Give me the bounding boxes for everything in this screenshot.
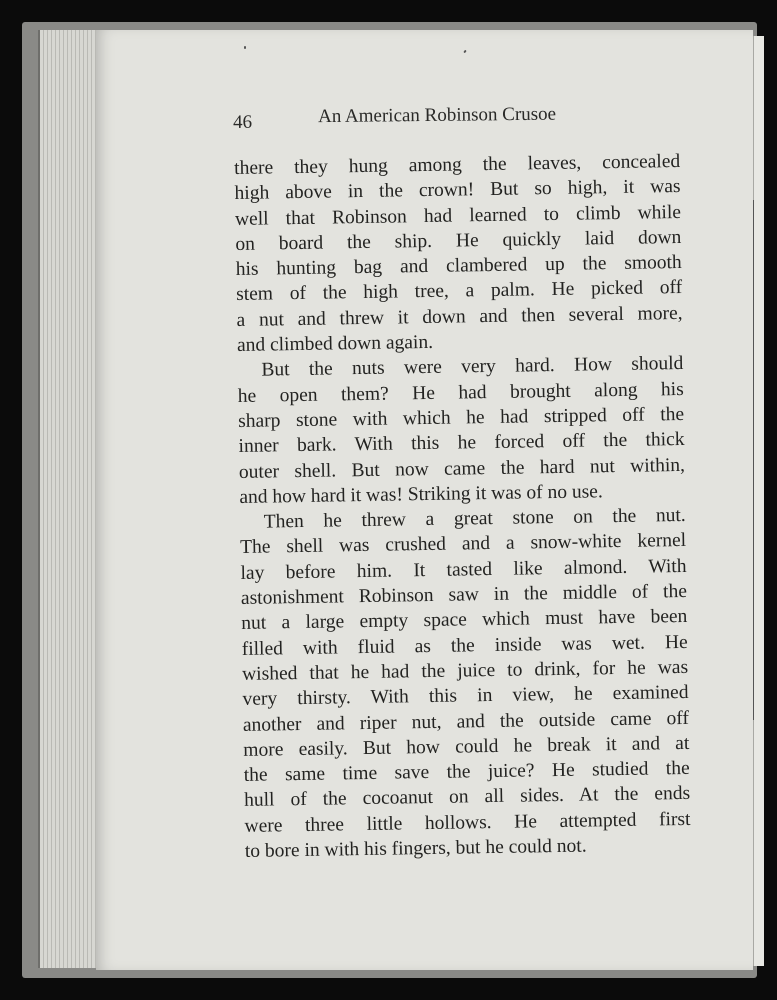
text-line: the same time save the juice? He studied the bbox=[243, 758, 690, 787]
page-number: 46 bbox=[233, 111, 253, 133]
text-line: lay before him. It tasted like almond. With bbox=[240, 555, 687, 584]
text-line: stem of the high tree, a palm. He picked off bbox=[236, 277, 683, 306]
running-head bbox=[233, 103, 653, 140]
facing-page-edge bbox=[753, 36, 764, 966]
text-line: sharp stone with which he had stripped off the bbox=[238, 403, 685, 432]
text-line: on board the ship. He quickly laid down bbox=[235, 226, 682, 255]
text-line: astonishment Robinson saw in the middle of the bbox=[240, 580, 688, 609]
text-line: more easily. But how could he break it and at bbox=[243, 732, 690, 761]
text-line: The shell was crushed and a snow-white kernel bbox=[239, 530, 687, 559]
print-speck bbox=[463, 50, 466, 54]
text-line: to bore in with his fingers, but he could not. bbox=[244, 835, 587, 862]
text-line: a nut and threw it down and then several more, bbox=[236, 302, 683, 331]
paragraph bbox=[237, 351, 685, 510]
body-text bbox=[234, 149, 691, 864]
text-line: well that Robinson had learned to climb while bbox=[234, 201, 682, 230]
text-line: very thirsty. With this in view, he examined bbox=[242, 682, 689, 711]
text-line: were three little hollows. He attempted first bbox=[244, 808, 691, 837]
page-edges-stack bbox=[38, 30, 100, 968]
text-line: there they hung among the leaves, concealed bbox=[234, 150, 681, 179]
paragraph bbox=[234, 149, 683, 358]
text-line: he open them? He had brought along his bbox=[237, 378, 684, 407]
text-line: Then he threw a great stone on the nut. bbox=[263, 505, 686, 533]
text-line: and how hard it was! Striking it was of no use. bbox=[239, 481, 603, 508]
text-line: nut a large empty space which must have been bbox=[241, 606, 688, 635]
text-line: and climbed down again. bbox=[236, 331, 434, 357]
text-line: hull of the cocoanut on all sides. At the ends bbox=[243, 783, 691, 812]
text-line: outer shell. But now came the hard nut within, bbox=[238, 454, 686, 483]
book-title: An American Robinson Crusoe bbox=[317, 103, 557, 128]
print-speck bbox=[244, 46, 246, 49]
text-line: inner bark. With this he forced off the thick bbox=[238, 429, 685, 458]
text-line: filled with fluid as the inside was wet. He bbox=[241, 631, 688, 660]
text-line: But the nuts were very hard. How should bbox=[261, 353, 684, 381]
text-line: high above in the crown! But so high, it was bbox=[234, 176, 681, 205]
text-line: wished that he had the juice to drink, for he was bbox=[241, 656, 689, 685]
text-line: another and riper nut, and the outside came off bbox=[242, 707, 690, 736]
text-line: his hunting bag and clambered up the smooth bbox=[235, 252, 682, 281]
paragraph bbox=[240, 503, 692, 864]
